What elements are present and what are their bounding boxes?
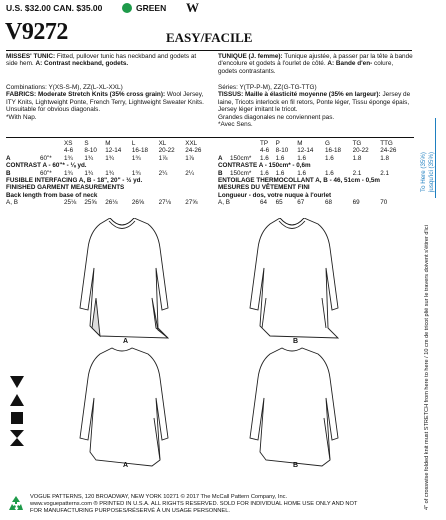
english-description: MISSES' TUNIC: Fitted, pullover tunic has neckband and godets at side hem. A: Contrast neckband, godets. <box>6 53 197 68</box>
footer: VOGUE PATTERNS, 120 BROADWAY, NEW YORK 10271 © 2017 The McCall Pattern Company, Inc. www.voguepatterns.com ® PRINTED IN U.S.A. ALL RIGHTS RESERVED. SOLD FOR INDIVIDUAL HOME USE ONLY AND NOT FOR MANUFACTURING PURPOSES/RÉSERVÉ À UN USAGE PERSONNEL. <box>30 494 358 514</box>
stretch-ruler-note: 4" of crosswise folded knit must STRETCH from here to here / 10 cm de tricot plié sur le travers doivent s'étirer d'ici <box>424 225 430 510</box>
garment-illustrations <box>40 218 410 480</box>
stretch-guide-fr: jusqu'ici (35%) <box>428 151 435 192</box>
yardage-table-fr: TP P M G TG TTG 4-6 8-10 12-14 16-18 20-22 24-26 A 150cm* 1.6 1.6 1.6 1.6 1.8 1.8 CONTRASTE A - 150cm* - 0,6m B 150cm* 1.6 1.6 1.6 1.6 2.1 2.1 ENTOILAGE THERMOCOLLANT A, B - 46, 51cm - 0,5m MESURES DU VÊTEMENT FINI Longueur - dos, votre nuque à l'ourlet A, B 64 65 67 68 69 70 <box>218 140 408 207</box>
yardage-table-en: XS S M L XL XXL 4-6 8-10 12-14 16-18 20-22 24-26 A 60"* 1¾ 1¾ 1¾ 1¾ 1⅞ 1⅞ CONTRAST A - 60"* - ⅛ yd. B 60"* 1¾ 1¾ 1¾ 1¾ 2¼ 2¼ FUSIBLE INTERFACING A, B - 18", 20" - ½ yd. FINISHED GARMENT MEASUREMENTS Back length from base of neck A, B 25⅛ 25⅝ 26⅛ 26⅝ 27⅛ 27⅝ <box>6 140 212 207</box>
square-icon <box>11 412 23 424</box>
view-b-label: B <box>293 338 299 345</box>
table-row: B 60"* 1¾ 1¾ 1¾ 1¾ 2¼ 2¼ <box>6 169 195 177</box>
table-row: A, B 64 65 67 68 69 70 <box>218 199 388 207</box>
view-a-front <box>80 218 168 338</box>
view-b-back <box>250 348 338 466</box>
difficulty-label: EASY/FACILE <box>166 30 253 45</box>
triangle-up-icon <box>10 394 24 406</box>
pattern-symbols <box>8 374 26 460</box>
divider <box>6 137 414 138</box>
french-fabrics: Séries: Y(TP-P-M), ZZ(G-TG-TTG) TISSUS: Maille à élasticité moyenne (35% en largeur): Jersey de laine, Tricots interlock en fil retors, Ponte léger, Tissu éponge épais, Jersey léger imitant le tricot. Grandes diagonales ne conviennent pas. *Avec Sens. <box>218 84 411 129</box>
view-a-back-label: A <box>123 462 129 469</box>
price-label: U.S. $32.00 CAN. $35.00 <box>6 3 103 13</box>
stretch-guide-en: To Here (35%) <box>420 152 427 192</box>
green-circle-icon <box>122 3 132 13</box>
color-label: GREEN <box>136 3 167 13</box>
size-letter: W <box>186 0 199 15</box>
table-row: B 150cm* 1.6 1.6 1.6 1.6 2.1 2.1 <box>218 169 389 177</box>
view-b-back-label: B <box>293 462 299 469</box>
pattern-number: V9272 <box>5 19 68 45</box>
stretch-ruler-top <box>418 118 436 198</box>
triangle-down-icon <box>10 376 24 388</box>
view-a-label: A <box>123 338 129 345</box>
french-description: TUNIQUE (J. femme): Tunique ajustée, à passer par la tête à bande d'encolure et godets à l'ourlet de côté. A: Bande d'en- colure, godets contrastants. <box>218 53 413 75</box>
hourglass-icon <box>10 430 24 446</box>
table-row: A, B 25⅛ 25⅝ 26⅛ 26⅝ 27⅛ 27⅝ <box>6 199 198 207</box>
table-row: A 150cm* 1.6 1.6 1.6 1.6 1.8 1.8 <box>218 154 389 162</box>
english-fabrics: Combinations: Y(XS-S-M), ZZ(L-XL-XXL) FABRICS: Moderate Stretch Knits (35% cross grain): Wool Jersey, ITY Knits, Lightweight Ponte, French Terry, Lightweight Sweater Knits. Unsuitable for obvious diagonals. *With Nap. <box>6 84 204 121</box>
view-b-front <box>250 218 338 338</box>
recycle-icon <box>6 494 26 514</box>
view-a-back <box>80 348 168 466</box>
divider <box>6 50 412 51</box>
table-row: A 60"* 1¾ 1¾ 1¾ 1¾ 1⅞ 1⅞ <box>6 154 195 162</box>
